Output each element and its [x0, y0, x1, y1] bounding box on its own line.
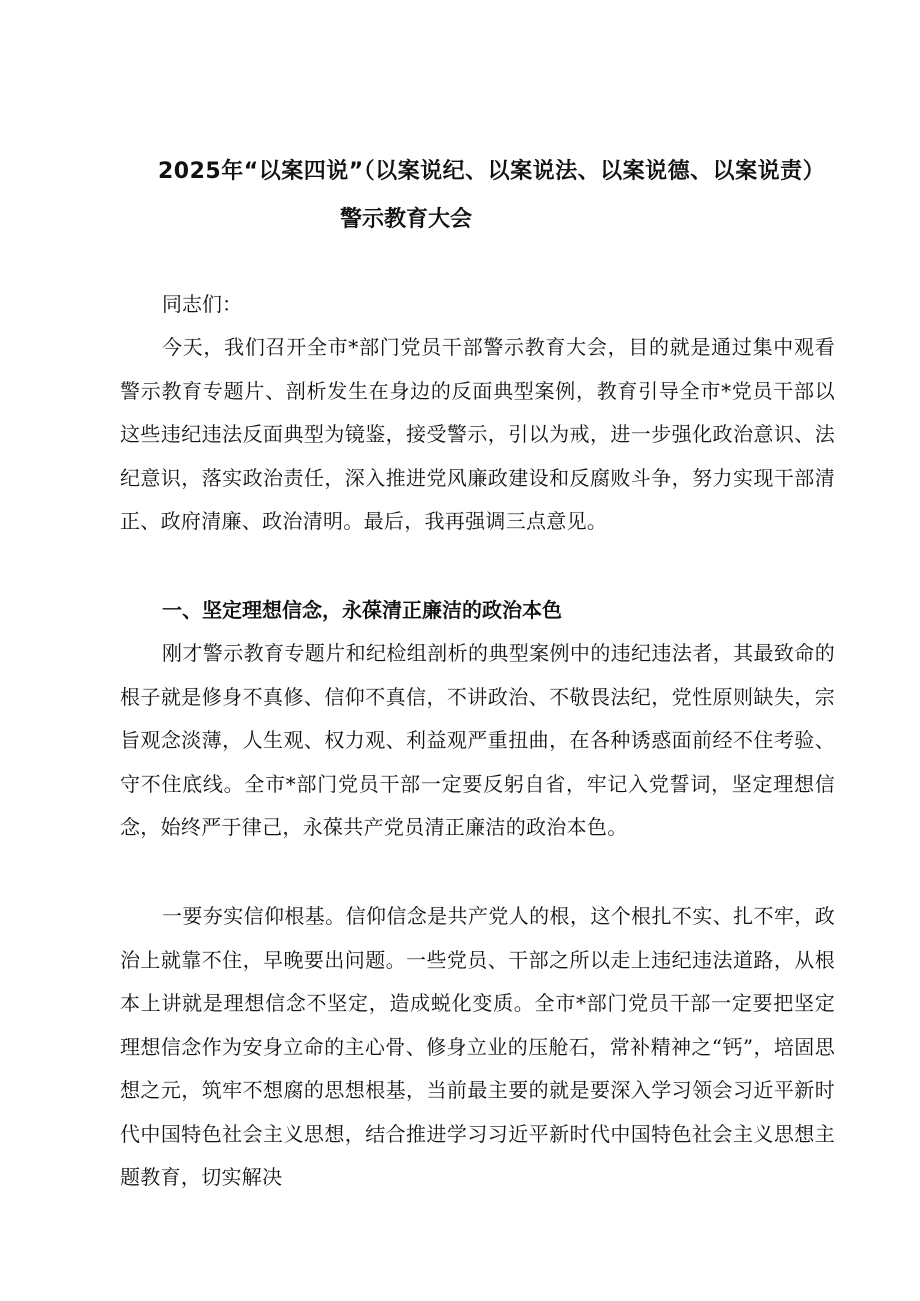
section-heading-1: 一、坚定理想信念，永葆清正廉洁的政治本色: [162, 598, 562, 622]
document-title: 2025年“以案四说”（以案说纪、以案说法、以案说德、以案说责）: [158, 159, 826, 184]
paragraph-section1: 刚才警示教育专题片和纪检组剖析的典型案例中的违纪违法者，其最致命的根子就是修身不真修、信仰不真信，不讲政治、不敬畏法纪，党性原则缺失，宗旨观念淡薄，人生观、权力观、利益观严重扭曲，在各种诱惑面前经不住考验、守不住底线。全市*部门党员干部一定要反躬自省，牢记入党誓词，坚定理想信念，始终严于律己，永葆共产党员清正廉洁的政治本色。: [120, 641, 835, 839]
paragraph-point1: 一要夯实信仰根基。信仰信念是共产党人的根，这个根扎不实、扎不牢，政治上就靠不住，早晚要出问题。一些党员、干部之所以走上违纪违法道路，从根本上讲就是理想信念不坚定，造成蜕化变质。全市*部门党员干部一定要把坚定理想信念作为安身立命的主心骨、修身立业的压舱石，常补精神之“钙”，培固思想之元，筑牢不想腐的思想根基，当前最主要的就是要深入学习领会习近平新时代中国特色社会主义思想，结合推进学习习近平新时代中国特色社会主义思想主题教育，切实解决: [120, 904, 835, 1189]
salutation: 同志们：: [162, 292, 242, 316]
paragraph-intro: 今天，我们召开全市*部门党员干部警示教育大会，目的就是通过集中观看警示教育专题片、剖析发生在身边的反面典型案例，教育引导全市*党员干部以这些违纪违法反面典型为镜鉴，接受警示，引以为戒，进一步强化政治意识、法纪意识，落实政治责任，深入推进党风廉政建设和反腐败斗争，努力实现干部清正、政府清廉、政治清明。最后，我再强调三点意见。: [120, 335, 835, 533]
document-subtitle: 警示教育大会: [340, 207, 473, 232]
